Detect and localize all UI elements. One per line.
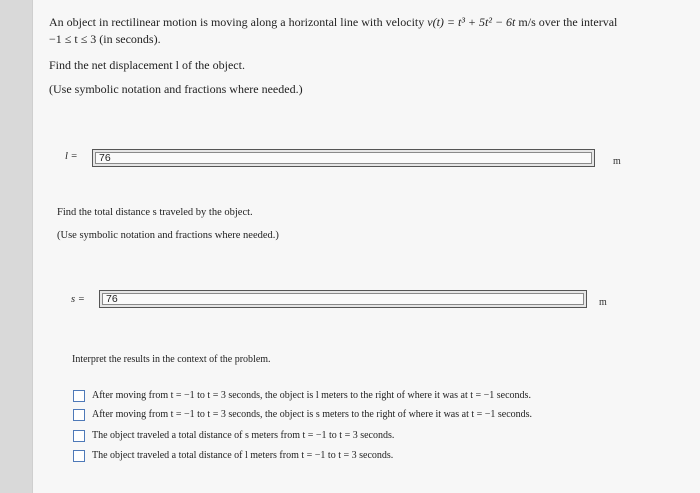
interval-units: (in seconds).: [96, 32, 161, 46]
part2-unit: m: [599, 297, 607, 308]
option-1-label[interactable]: After moving from t = −1 to t = 3 seconds, the object is l meters to the right of where it was at t = −1 seconds.: [92, 390, 531, 401]
part1-hint: (Use symbolic notation and fractions where needed.): [49, 82, 303, 96]
question-panel: [32, 0, 700, 493]
velocity-expression: v(t) = t³ + 5t² − 6t: [427, 15, 516, 29]
interval-expression: −1 ≤ t ≤ 3: [49, 32, 97, 46]
option-4-checkbox[interactable]: [73, 450, 85, 462]
net-displacement-input[interactable]: [92, 149, 595, 167]
net-displacement-value: 76: [99, 152, 111, 164]
part2-hint: (Use symbolic notation and fractions where needed.): [57, 230, 279, 241]
total-distance-value: 76: [106, 293, 118, 305]
part2-label: s =: [71, 294, 85, 305]
option-3-label[interactable]: The object traveled a total distance of s meters from t = −1 to t = 3 seconds.: [92, 430, 395, 441]
part2-prompt: Find the total distance s traveled by the object.: [57, 207, 253, 218]
part1-prompt: Find the net displacement l of the object.: [49, 58, 245, 72]
intro-text-2: m/s over the interval: [515, 15, 618, 29]
problem-statement-line2: [49, 32, 161, 47]
part1-label: l =: [65, 151, 78, 162]
option-1-checkbox[interactable]: [73, 390, 85, 402]
option-2-label[interactable]: After moving from t = −1 to t = 3 seconds, the object is s meters to the right of where it was at t = −1 seconds.: [92, 409, 533, 420]
option-4-label[interactable]: The object traveled a total distance of l meters from t = −1 to t = 3 seconds.: [92, 450, 394, 461]
part3-prompt: Interpret the results in the context of the problem.: [72, 354, 271, 365]
option-3-checkbox[interactable]: [73, 430, 85, 442]
option-2-checkbox[interactable]: [73, 409, 85, 421]
part1-unit: m: [613, 156, 621, 167]
total-distance-input[interactable]: [99, 290, 587, 308]
intro-text: An object in rectilinear motion is moving along a horizontal line with velocity: [49, 15, 425, 29]
problem-statement-line1: [49, 15, 617, 30]
